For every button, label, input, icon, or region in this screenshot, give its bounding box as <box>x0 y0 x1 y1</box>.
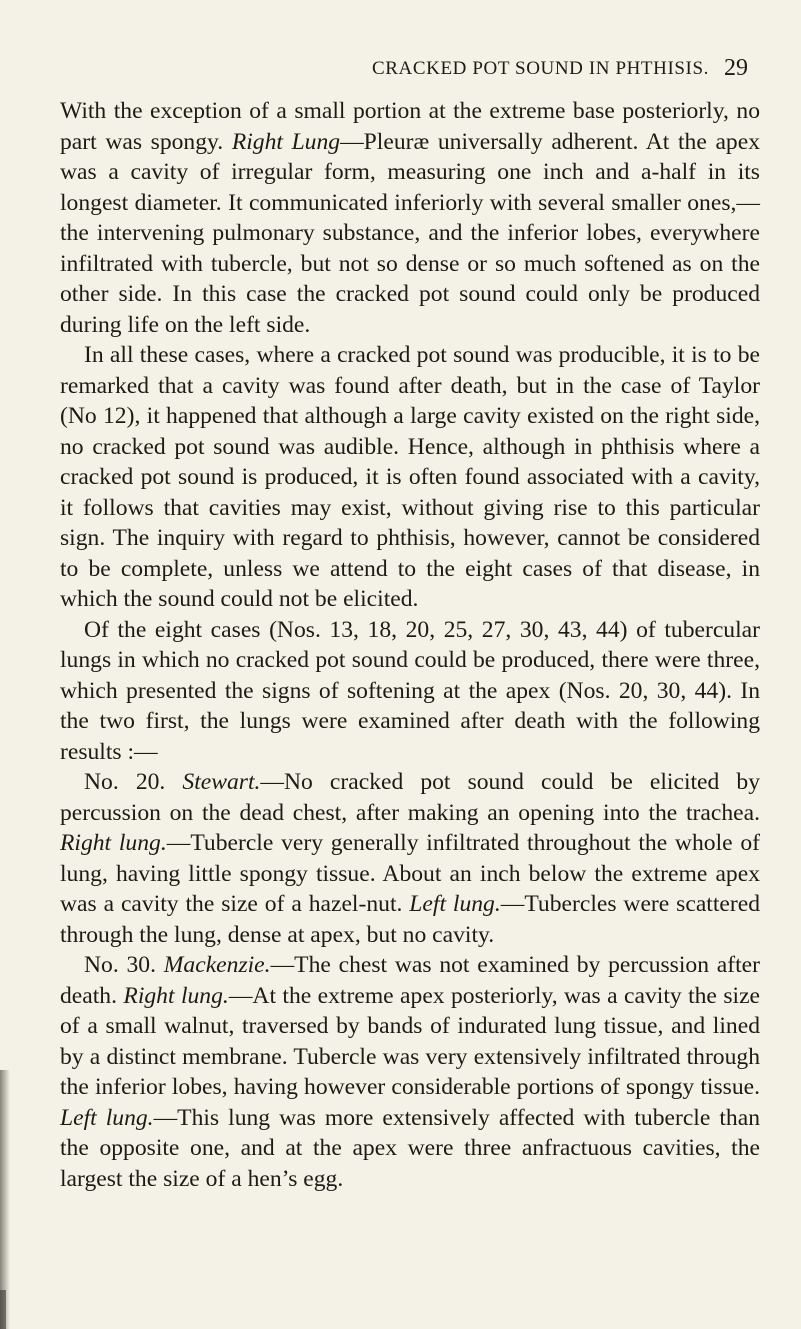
patient-name: Stewart. <box>182 769 261 795</box>
patient-name: Mackenzie. <box>163 952 271 978</box>
binding-mark <box>0 1290 6 1329</box>
right-lung-heading: Right lung. <box>123 982 229 1009</box>
left-lung-heading: Left lung. <box>60 1104 154 1131</box>
right-lung-heading: Right Lung <box>231 128 341 155</box>
paragraph-1: With the exception of a small portion at the extreme base posteriorly, no part was spongy. Right Lung—Pleuræ universally adherent. At the apex was a cavity of irregular form, measuring one inch and a-half in its longest diameter. It communicated inferiorly with several smaller ones,—the intervening pulmonary substance, and the inferior lobes, everywhere infiltrated with tubercle, but not so dense or so much softened as on the other side. In this case the cracked pot sound could only be produced during life on the left side. <box>60 98 760 338</box>
body-text <box>60 96 760 1194</box>
paragraph-2: In all these cases, where a cracked pot sound was producible, it is to be remarked that a cavity was found after death, but in the case of Taylor (No 12), it happened that although a large cavity existed on the right side, no cracked pot sound was audible. Hence, although in phthisis where a cracked pot sound is produced, it is often found associated with a cavity, it follows that cavities may exist, without giving rise to this particular sign. The inquiry with regard to phthisis, however, cannot be considered to be complete, unless we attend to the eight cases of that disease, in which the sound could not be elicited. <box>60 342 760 612</box>
left-lung-heading: Left lung. <box>409 891 501 917</box>
paragraph-3: Of the eight cases (Nos. 13, 18, 20, 25, 27, 30, 43, 44) of tubercular lungs in which no cracked pot sound could be produced, there were three, which presented the signs of softening at the apex (Nos. 20, 30, 44). In the two first, the lungs were examined after death with the following results :— <box>60 616 760 765</box>
running-head: CRACKED POT SOUND IN PHTHISIS. <box>372 58 709 79</box>
page-header <box>0 55 801 88</box>
paragraph-case-20: No. 20. Stewart.—No cracked pot sound could be elicited by percussion on the dead chest, after making an opening into the trachea. Right lung.—Tubercle very generally infiltrated throughout the whole of lung, having little spongy tissue. About an inch below the extreme apex was a cavity the size of a hazel-nut. Left lung.—Tubercles were scattered through the lung, dense at apex, but no cavity. <box>60 769 761 948</box>
paragraph-case-30: No. 30. Mackenzie.—The chest was not examined by percussion after death. Right lung.—At the extreme apex posteriorly, was a cavity the size of a small walnut, traversed by bands of indurated lung tissue, and lined by a distinct membrane. Tubercle was very extensively infiltrated through the inferior lobes, having however considerable portions of spongy tissue. Left lung.—This lung was more extensively affected with tubercle than the opposite one, and at the apex were three anfractuous cavities, the largest the size of a hen’s egg. <box>60 952 761 1192</box>
right-lung-heading: Right lung. <box>60 830 167 856</box>
page-number: 29 <box>724 55 748 81</box>
